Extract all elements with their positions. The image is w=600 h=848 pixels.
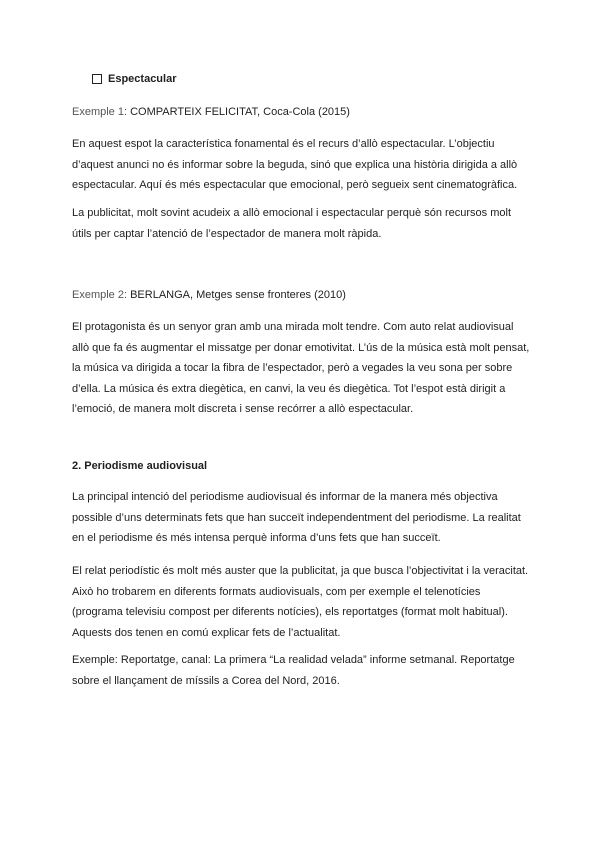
example2-prefix: Exemple 2: (72, 289, 128, 301)
example2-label (72, 285, 532, 306)
example2-paragraph-1: El protagonista és un senyor gran amb una mirada molt tendre. Com auto relat audiovisual allò que fa és augmentar el missatge per donar emotivitat. L’ús de la música està molt pensat, la música va dirigida a tocar la fibra de l’espectador, però a vegades la veu sona per sobre d’ella. La música és extra diegètica, en canvi, la veu és diegètica. Tot l’espot està dirigit a l’emoció, de manera molt discreta i sense recórrer a allò espectacular. (72, 321, 530, 416)
section2-heading: 2. Periodisme audiovisual (72, 460, 208, 472)
example1-title: COMPARTEIX FELICITAT, Coca-Cola (2015) (130, 106, 350, 118)
section2-paragraph-3: Exemple: Reportatge, canal: La primera “La realidad velada” informe setmanal. Reportatge sobre el llançament de míssils a Corea del Nord, 2016. (72, 654, 515, 687)
example1-paragraph-2: La publicitat, molt sovint acudeix a allò emocional i espectacular perquè són recursos molt útils per captar l’atenció de l’espectador de manera molt ràpida. (72, 207, 512, 240)
example1-label (72, 102, 532, 123)
example1-paragraph-1: En aquest espot la característica fonamental és el recurs d’allò espectacular. L’objectiu d’aquest anunci no és informar sobre la beguda, sinó que explica una història dirigida a allò espectacular. Aquí és més espectacular que emocional, però segueix sent cinematogràfica. (72, 138, 518, 192)
checkbox-icon (92, 74, 102, 84)
section2-paragraph-1: La principal intenció del periodisme audiovisual és informar de la manera més objectiva possible d’uns determinats fets que han succeït independentment del periodisme. La realitat en el periodisme és més intensa perquè informa d’uns fets que han succeït. (72, 491, 521, 545)
espectacular-checkbox-row (92, 73, 176, 85)
section-title: Espectacular (108, 73, 177, 85)
example2-title: BERLANGA, Metges sense fronteres (2010) (130, 289, 346, 301)
section2-paragraph-2: El relat periodístic és molt més auster que la publicitat, ja que busca l’objectivitat i la veracitat. Això ho trobarem en diferents formats audiovisuals, com per exemple el telenotícies (programa televisiu compost per diferents notícies), els reportatges (format molt habitual). Aquests dos tenen en comú explicar fets de l’actualitat. (72, 565, 529, 639)
example1-prefix: Exemple 1: (72, 106, 128, 118)
